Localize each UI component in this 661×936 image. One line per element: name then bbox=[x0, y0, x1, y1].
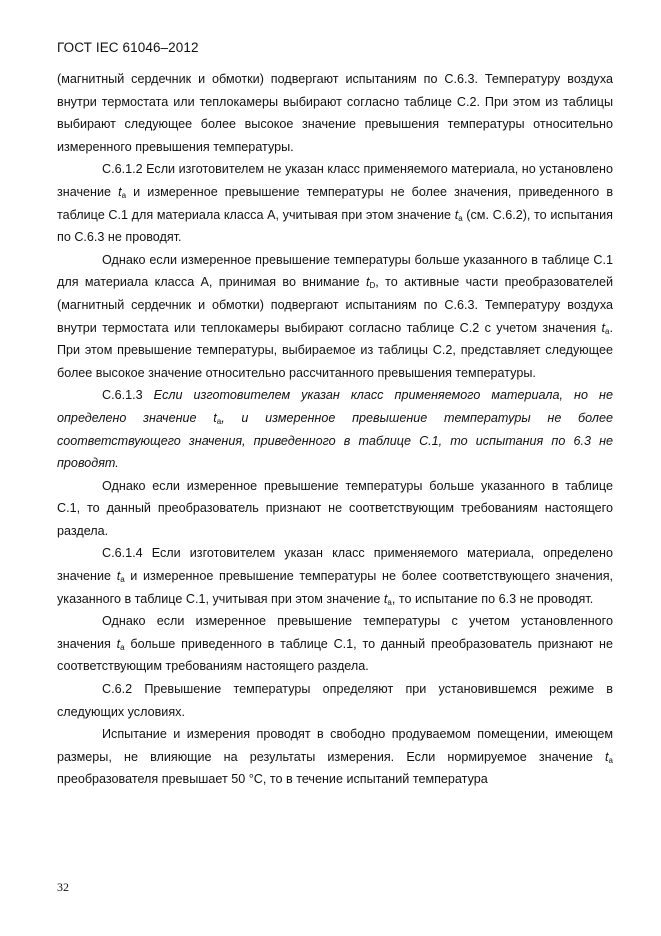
subscript: a bbox=[121, 190, 127, 200]
symbol-t: t bbox=[213, 410, 217, 425]
paragraph-c612-however bbox=[57, 249, 613, 385]
text-run: преобразователя превышает 50 °С, то в течение испытаний температура bbox=[57, 772, 488, 787]
symbol-t: t bbox=[116, 636, 121, 651]
paragraph-continuation: (магнитный сердечник и обмотки) подвергают испытаниям по С.6.3. Температуру воздуха внутри термостата или теплокамеры выбирают согласно таблице С.2. При этом из таблицы выбирают следующее более высокое значение превышения температуры относительно измеренного превышения температуры. bbox=[57, 72, 613, 154]
text-run: и измеренное превышение температуры не более значения, приведенного в таблице С.1 для материала класса А, учитывая при этом значение bbox=[57, 184, 614, 222]
paragraph-c62: С.6.2 Превышение температуры определяют при установившемся режиме в следующих условиях. bbox=[57, 682, 613, 719]
symbol-t: t bbox=[601, 320, 606, 335]
text-run: Однако если измеренное превышение температуры больше указанного в таблице С.1 для материала класса А, принимая во внимание bbox=[57, 252, 613, 290]
symbol-t: t bbox=[383, 591, 388, 606]
subscript: a bbox=[120, 575, 125, 585]
subscript: a bbox=[387, 597, 392, 607]
text-run: . При этом превышение температуры, выбираемое из таблицы С.2, представляет следующее более высокое значение относительно рассчитанного превышения температуры. bbox=[57, 320, 613, 380]
paragraph-c614-however bbox=[57, 610, 613, 678]
text-run: С.6.1.4 Если изготовителем указан класс применяемого материала, определено значение bbox=[57, 546, 613, 584]
subscript: a bbox=[605, 326, 610, 336]
subscript: D bbox=[369, 281, 376, 291]
paragraph-c612 bbox=[57, 158, 613, 248]
paragraph-c62-conditions bbox=[57, 723, 613, 791]
page-number: 32 bbox=[57, 880, 69, 894]
symbol-t: t bbox=[366, 275, 370, 290]
text-run: С.6.1.2 Если изготовителем не указан класс применяемого материала, но установлено значение bbox=[57, 162, 613, 199]
document-body bbox=[57, 68, 613, 791]
symbol-t: t bbox=[454, 207, 459, 222]
text-run: Однако если измеренное превышение температуры с учетом установленного значения bbox=[57, 614, 613, 651]
text-run: больше приведенного в таблице С.1, то данный преобразователь признают не соответствующим требованиям настоящего раздела. bbox=[57, 636, 613, 674]
subscript: a bbox=[120, 642, 125, 652]
clause-number: С.6.1.3 bbox=[102, 388, 154, 403]
subscript: a bbox=[608, 755, 613, 765]
document-header: ГОСТ IEC 61046–2012 bbox=[57, 40, 199, 55]
text-run: Испытание и измерения проводят в свободно продуваемом помещении, имеющем размеры, не влияющие на результаты измерения. Если нормируемое значение bbox=[57, 727, 613, 764]
symbol-t: t bbox=[605, 749, 609, 764]
paragraph-c614 bbox=[57, 542, 613, 610]
paragraph-c613-however: Однако если измеренное превышение температуры больше указанного в таблице С.1, то данный преобразователь признают не соответствующим требованиям настоящего раздела. bbox=[57, 478, 613, 538]
paragraph-c613 bbox=[57, 384, 613, 474]
symbol-t: t bbox=[116, 569, 121, 584]
text-run: , то активные части преобразователей (магнитный сердечник и обмотки) подвергают испытаниям по С.6.3. Температуру воздуха внутри термостата или теплокамеры выбирают согласно таблице С.2 с учетом значения bbox=[57, 275, 614, 335]
subscript: a bbox=[458, 213, 463, 223]
text-run-italic: Если изготовителем указан класс применяемого материала, но не определено значение bbox=[57, 388, 613, 425]
text-run: (см. С.6.2), то испытания по С.6.3 не проводят. bbox=[57, 207, 613, 245]
text-run-italic: , и измеренное превышение температуры не более соответствующего значения, приведенного в таблице С.1, то испытания по 6.3 не проводят. bbox=[57, 410, 613, 471]
text-run: и измеренное превышение температуры не более соответствующего значения, указанного в таблице С.1, учитывая при этом значение bbox=[57, 569, 614, 606]
symbol-t: t bbox=[118, 184, 122, 199]
subscript: a bbox=[216, 416, 222, 426]
text-run: , то испытание по 6.3 не проводят. bbox=[391, 591, 594, 606]
